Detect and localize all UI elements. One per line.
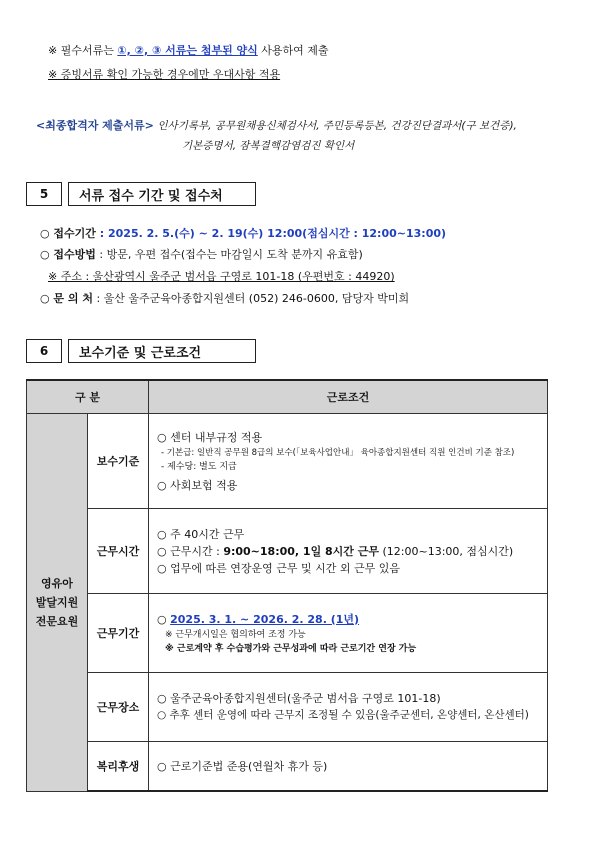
section6-number: 6	[26, 339, 62, 363]
pay-line3: - 제수당: 별도 지급	[161, 461, 237, 472]
conditions-table	[26, 379, 548, 792]
hours-conditions	[149, 509, 548, 594]
method-label: ○ 접수방법	[40, 248, 96, 261]
contact-label: ○ 문 의 처	[40, 292, 93, 305]
table-row	[27, 594, 548, 673]
period-conditions	[149, 594, 548, 673]
hours-line2	[157, 543, 539, 560]
period-line1	[157, 611, 539, 628]
final-docs-label: <최종합격자 제출서류>	[36, 119, 154, 132]
hours-line1: ○ 주 40시간 근무	[157, 527, 245, 541]
final-docs-list1: 인사기록부, 공무원채용신체검사서, 주민등록등본, 건강진단결과서(구 보건증),	[157, 120, 517, 132]
period-label: ○ 접수기간	[40, 227, 96, 240]
pay-conditions	[149, 414, 548, 509]
group-line3: 전문요원	[35, 614, 79, 628]
group-line1: 영유아	[41, 576, 73, 590]
category-location: 근무장소	[88, 673, 149, 742]
header-category: 구 분	[27, 380, 149, 414]
location-line2: ○ 추후 센터 운영에 따라 근무지 조정될 수 있음(울주군센터, 온양센터, 온산센터)	[157, 709, 529, 721]
required-docs-note	[48, 42, 329, 58]
note-forms: ①, ②, ③ 서류는 첨부된 양식	[117, 44, 258, 57]
hours-bold: 9:00~18:00, 1일 8시간 근무	[223, 544, 380, 558]
reception-method	[40, 246, 363, 262]
location-line1: ○ 울주군육아종합지원센터(울주군 범서읍 구영로 101-18)	[157, 692, 441, 705]
note-prefix: ※ 필수서류는	[48, 44, 118, 57]
table-header-row	[27, 380, 548, 414]
table-row	[27, 673, 548, 742]
note-suffix: 사용하여 제출	[257, 44, 329, 57]
welfare-conditions	[149, 742, 548, 792]
section6-title: 보수기준 및 근로조건	[68, 339, 256, 363]
pay-line1: ○ 센터 내부규정 적용	[157, 430, 263, 444]
table-row	[27, 414, 548, 509]
contact-value: : 울산 울주군육아종합지원센터 (052) 246-0600, 담당자 박미희	[92, 292, 410, 305]
reception-period	[40, 225, 446, 241]
period-value: : 2025. 2. 5.(수) ~ 2. 19(수) 12:00(점심시간 : 12:00~13:00)	[95, 227, 447, 240]
group-line2: 발달지원	[35, 595, 79, 609]
pay-line2: - 기본급: 일반직 공무원 8급의 보수(「보육사업안내」 육아종합지원센터 직원 인건비 기준 참조)	[161, 447, 515, 458]
position-group	[27, 414, 88, 792]
contract-period: 2025. 3. 1. ~ 2026. 2. 28. (1년)	[170, 612, 360, 626]
category-period: 근무기간	[88, 594, 149, 673]
category-pay: 보수기준	[88, 414, 149, 509]
period-line2: ※ 근무개시일은 협의하여 조정 가능	[165, 629, 306, 640]
method-value: : 방문, 우편 접수(접수는 마감일시 도착 분까지 유효함)	[95, 248, 363, 261]
section5-title: 서류 접수 기간 및 접수처	[68, 182, 256, 206]
welfare-line1: ○ 근로기준법 준용(연월차 휴가 등)	[157, 759, 328, 773]
address: ※ 주소 : 울산광역시 울주군 범서읍 구영로 101-18 (우편번호 : 44920)	[48, 270, 395, 283]
hours-suffix: (12:00~13:00, 점심시간)	[379, 544, 514, 558]
location-conditions	[149, 673, 548, 742]
category-hours: 근무시간	[88, 509, 149, 594]
pay-line4: ○ 사회보험 적용	[157, 478, 238, 492]
period-line3: ※ 근로계약 후 수습평가와 근무성과에 따라 근로기간 연장 가능	[165, 643, 417, 654]
hours-line3: ○ 업무에 따른 연장운영 근무 및 시간 외 근무 있음	[157, 561, 400, 575]
table-row	[27, 742, 548, 792]
hours-prefix: ○ 근무시간 :	[157, 544, 224, 558]
final-docs-list2: 기본증명서, 잠복결핵감염검진 확인서	[182, 140, 355, 152]
evidence-note: ※ 증빙서류 확인 가능한 경우에만 우대사항 적용	[48, 68, 281, 81]
contact	[40, 290, 409, 306]
period-circle: ○	[157, 612, 171, 626]
section5-number: 5	[26, 182, 62, 206]
final-docs-line1	[36, 117, 517, 133]
category-welfare: 복리후생	[88, 742, 149, 792]
table-row	[27, 509, 548, 594]
header-conditions: 근로조건	[149, 380, 548, 414]
